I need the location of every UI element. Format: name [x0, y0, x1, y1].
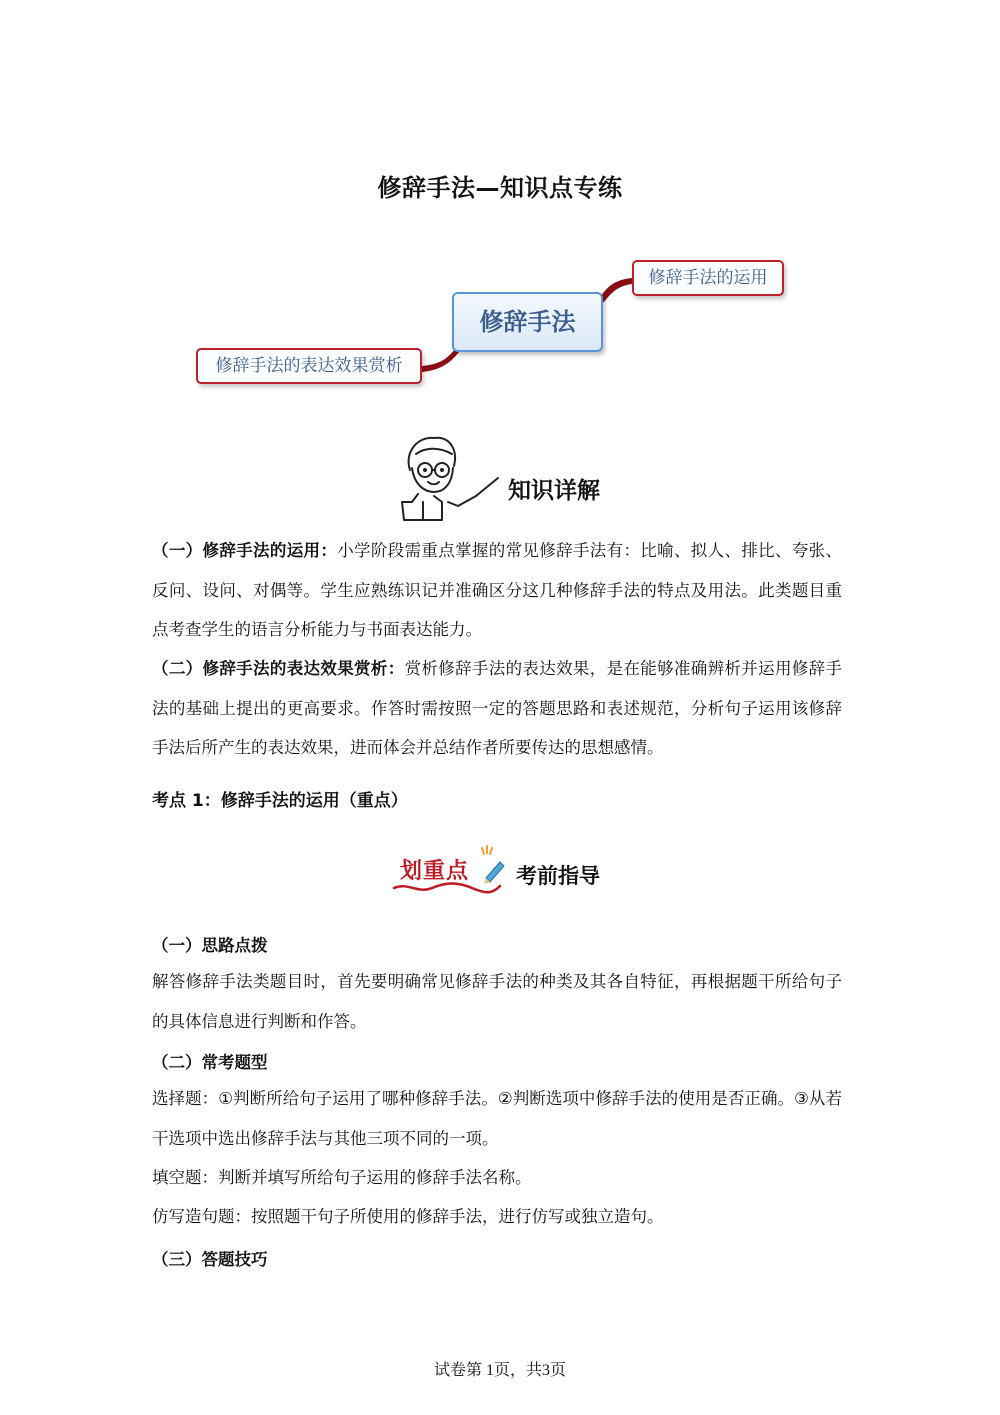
teacher-icon	[398, 432, 503, 527]
knowledge-paragraph-1	[152, 531, 842, 650]
page-title: 修辞手法—知识点专练	[377, 174, 623, 202]
knowledge-label-1: （一）修辞手法的运用：	[152, 541, 338, 560]
section2-imitate: 仿写造句题：按照题干句子所使用的修辞手法，进行仿写或独立造句。	[152, 1207, 664, 1226]
knowledge-banner	[398, 432, 608, 527]
focus-banner	[388, 840, 628, 900]
knowledge-label-2: （二）修辞手法的表达效果赏析：	[152, 659, 405, 678]
focus-banner-left: 划重点	[400, 859, 470, 884]
knowledge-banner-heading: 知识详解	[508, 477, 600, 504]
section2-heading: （二）常考题型	[152, 1053, 268, 1072]
focus-banner-right: 考前指导	[516, 863, 600, 888]
mindmap-connectors	[0, 0, 1000, 420]
knowledge-text-2: 赏析修辞手法的表达效果，是在能够准确辨析并运用修辞手法的基础上提出的更高要求。作答时需按照一定的答题思路和表述规范，分析句子运用该修辞手法后所产生的表达效果，进而体会并总结作者所要传达的思想感情。	[152, 659, 843, 757]
section3-heading: （三）答题技巧	[152, 1250, 268, 1269]
kaodian-heading: 考点 1：修辞手法的运用（重点）	[152, 791, 408, 811]
mindmap-node-usage: 修辞手法的运用	[632, 260, 784, 296]
knowledge-paragraph-2	[152, 649, 842, 768]
mindmap-center-node: 修辞手法	[452, 292, 603, 352]
mindmap-node-effect: 修辞手法的表达效果赏析	[196, 348, 422, 384]
knowledge-text-1: 小学阶段需重点掌握的常见修辞手法有：比喻、拟人、排比、夸张、反问、设问、对偶等。学生应熟练识记并准确区分这几种修辞手法的特点及用法。此类题目重点考查学生的语言分析能力与书面表达能力。	[152, 541, 843, 639]
section2-choice: 选择题：①判断所给句子运用了哪种修辞手法。②判断选项中修辞手法的使用是否正确。③从若干选项中选出修辞手法与其他三项不同的一项。	[152, 1089, 842, 1148]
section1-heading: （一）思路点拨	[152, 936, 268, 955]
section2-fill: 填空题：判断并填写所给句子运用的修辞手法名称。	[152, 1168, 532, 1187]
page-footer: 试卷第 1页，共3页	[433, 1362, 566, 1379]
section1-text: 解答修辞手法类题目时，首先要明确常见修辞手法的种类及其各自特征，再根据题干所给句子的具体信息进行判断和作答。	[152, 972, 842, 1031]
